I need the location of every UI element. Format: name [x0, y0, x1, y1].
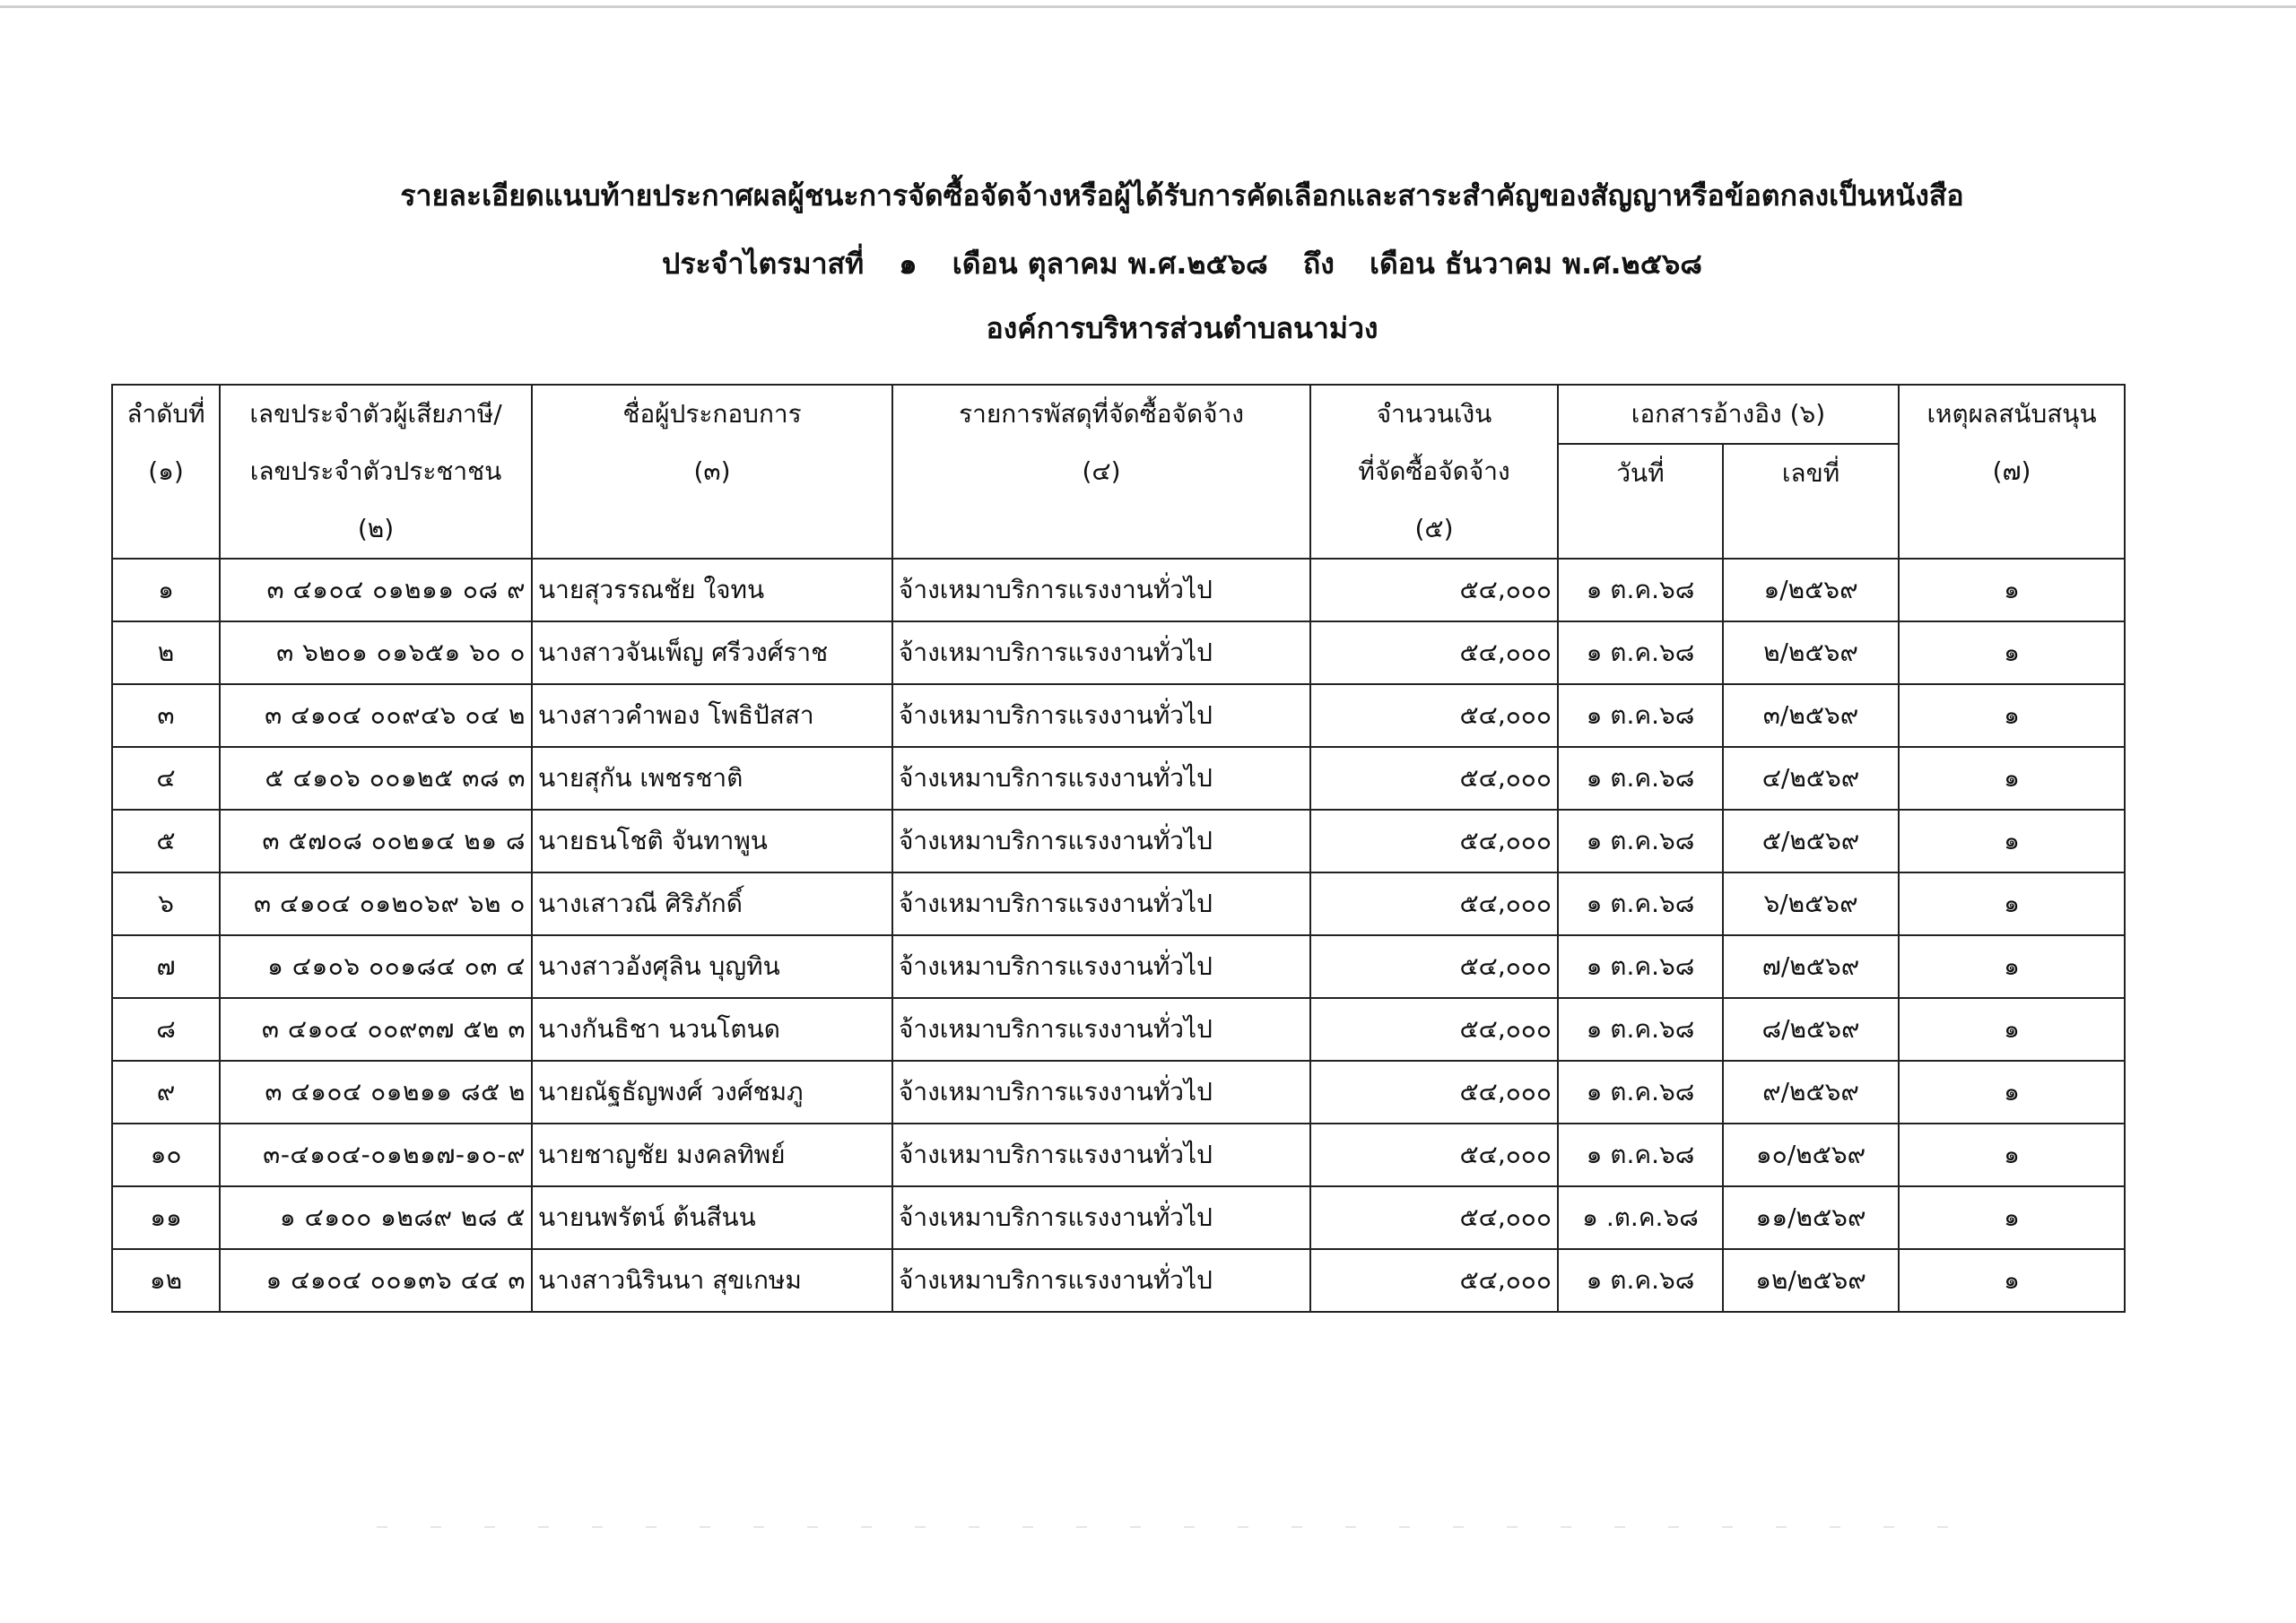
cell-amount: ๕๔,๐๐๐: [1310, 621, 1558, 684]
header-item-number: (๔): [1082, 456, 1121, 486]
cell-ref-date: ๑ .ต.ค.๖๘: [1558, 1186, 1723, 1249]
cell-ref-no: ๗/๒๕๖๙: [1723, 935, 1899, 998]
cell-amount: ๕๔,๐๐๐: [1310, 1186, 1558, 1249]
cell-item: จ้างเหมาบริการแรงงานทั่วไป: [892, 1124, 1310, 1186]
header-reference-label: เอกสารอ้างอิง (๖): [1631, 399, 1826, 429]
cell-ref-date: ๑ ต.ค.๖๘: [1558, 935, 1723, 998]
cell-reason: ๑: [1899, 935, 2125, 998]
cell-item: จ้างเหมาบริการแรงงานทั่วไป: [892, 1249, 1310, 1312]
period-to-word: ถึง: [1302, 247, 1335, 281]
cell-tax-id: ๓ ๔๑๐๔ ๐๑๒๑๑ ๐๘ ๙: [220, 559, 532, 621]
cell-seq: ๘: [112, 998, 220, 1061]
cell-tax-id: ๓ ๔๑๐๔ ๐๑๒๐๖๙ ๖๒ ๐: [220, 872, 532, 935]
cell-amount: ๕๔,๐๐๐: [1310, 1061, 1558, 1124]
cell-tax-id: ๑ ๔๑๐๖ ๐๐๑๘๔ ๐๓ ๔: [220, 935, 532, 998]
cell-seq: ๑๒: [112, 1249, 220, 1312]
cell-seq: ๒: [112, 621, 220, 684]
header-vendor-number: (๓): [693, 456, 731, 486]
cell-tax-id: ๓-๔๑๐๔-๐๑๒๑๗-๑๐-๙: [220, 1124, 532, 1186]
cell-vendor: นางสาวคำพอง โพธิปัสสา: [532, 684, 892, 747]
cell-item: จ้างเหมาบริการแรงงานทั่วไป: [892, 559, 1310, 621]
cell-ref-no: ๓/๒๕๖๙: [1723, 684, 1899, 747]
cell-reason: ๑: [1899, 621, 2125, 684]
cell-reason: ๑: [1899, 1249, 2125, 1312]
header-reason: [1899, 385, 2125, 559]
header-reason-number: (๗): [1992, 456, 2031, 486]
cell-reason: ๑: [1899, 998, 2125, 1061]
cell-vendor: นายนพรัตน์ ต้นสีนน: [532, 1186, 892, 1249]
cell-ref-no: ๑๑/๒๕๖๙: [1723, 1186, 1899, 1249]
table-row: [112, 1249, 2125, 1312]
cell-seq: ๕: [112, 810, 220, 872]
cell-reason: ๑: [1899, 1186, 2125, 1249]
cell-ref-date: ๑ ต.ค.๖๘: [1558, 810, 1723, 872]
cell-amount: ๕๔,๐๐๐: [1310, 935, 1558, 998]
cell-item: จ้างเหมาบริการแรงงานทั่วไป: [892, 998, 1310, 1061]
cell-vendor: นายณัฐธัญพงศ์ วงศ์ชมภู: [532, 1061, 892, 1124]
cell-amount: ๕๔,๐๐๐: [1310, 559, 1558, 621]
cell-vendor: นางเสาวณี ศิริภักดิ์: [532, 872, 892, 935]
cell-amount: ๕๔,๐๐๐: [1310, 684, 1558, 747]
quarter-number: ๑: [899, 247, 918, 281]
cell-reason: ๑: [1899, 559, 2125, 621]
cell-ref-date: ๑ ต.ค.๖๘: [1558, 1124, 1723, 1186]
cell-tax-id: ๓ ๔๑๐๔ ๐๐๙๔๖ ๐๔ ๒: [220, 684, 532, 747]
cell-vendor: นางกันธิชา นวนโตนด: [532, 998, 892, 1061]
cell-vendor: นายสุวรรณชัย ใจทน: [532, 559, 892, 621]
cell-ref-no: ๖/๒๕๖๙: [1723, 872, 1899, 935]
cell-seq: ๗: [112, 935, 220, 998]
cell-ref-no: ๑๐/๒๕๖๙: [1723, 1124, 1899, 1186]
cell-tax-id: ๓ ๖๒๐๑ ๐๑๖๕๑ ๖๐ ๐: [220, 621, 532, 684]
cell-tax-id: ๓ ๕๗๐๘ ๐๐๒๑๔ ๒๑ ๘: [220, 810, 532, 872]
cell-reason: ๑: [1899, 684, 2125, 747]
cell-tax-id: ๑ ๔๑๐๐ ๑๒๘๙ ๒๘ ๕: [220, 1186, 532, 1249]
cell-vendor: นางสาวจันเพ็ญ ศรีวงศ์ราช: [532, 621, 892, 684]
header-ref-no: [1723, 444, 1899, 559]
header-seq-label: ลำดับที่: [126, 399, 205, 429]
table-row: [112, 1124, 2125, 1186]
cell-item: จ้างเหมาบริการแรงงานทั่วไป: [892, 810, 1310, 872]
header-seq: [112, 385, 220, 559]
cell-ref-no: ๙/๒๕๖๙: [1723, 1061, 1899, 1124]
cell-item: จ้างเหมาบริการแรงงานทั่วไป: [892, 935, 1310, 998]
cell-seq: ๙: [112, 1061, 220, 1124]
header-item-label: รายการพัสดุที่จัดซื้อจัดจ้าง: [959, 399, 1244, 429]
cell-tax-id: ๓ ๔๑๐๔ ๐๑๒๑๑ ๘๕ ๒: [220, 1061, 532, 1124]
cell-ref-no: ๒/๒๕๖๙: [1723, 621, 1899, 684]
cell-item: จ้างเหมาบริการแรงงานทั่วไป: [892, 872, 1310, 935]
cell-ref-date: ๑ ต.ค.๖๘: [1558, 998, 1723, 1061]
cell-item: จ้างเหมาบริการแรงงานทั่วไป: [892, 747, 1310, 810]
document-title: รายละเอียดแนบท้ายประกาศผลผู้ชนะการจัดซื้อจัดจ้างหรือผู้ได้รับการคัดเลือกและสาระสำคัญของสัญญาหรือข้อตกลงเป็นหนังสือ: [400, 178, 1964, 213]
cell-item: จ้างเหมาบริการแรงงานทั่วไป: [892, 1061, 1310, 1124]
table-row: [112, 1186, 2125, 1249]
cell-reason: ๑: [1899, 1124, 2125, 1186]
cell-ref-no: ๘/๒๕๖๙: [1723, 998, 1899, 1061]
header-amount-number: (๕): [1414, 514, 1454, 543]
table-row: [112, 998, 2125, 1061]
cell-seq: ๑๐: [112, 1124, 220, 1186]
cell-tax-id: ๓ ๔๑๐๔ ๐๐๙๓๗ ๕๒ ๓: [220, 998, 532, 1061]
cell-reason: ๑: [1899, 1061, 2125, 1124]
table-row: [112, 559, 2125, 621]
cell-tax-id: ๕ ๔๑๐๖ ๐๐๑๒๕ ๓๘ ๓: [220, 747, 532, 810]
cell-seq: ๔: [112, 747, 220, 810]
document-subtitle-period: [115, 244, 2249, 283]
cell-ref-no: ๕/๒๕๖๙: [1723, 810, 1899, 872]
cell-seq: ๑๑: [112, 1186, 220, 1249]
cell-item: จ้างเหมาบริการแรงงานทั่วไป: [892, 1186, 1310, 1249]
table-row: [112, 621, 2125, 684]
period-from: เดือน ตุลาคม พ.ศ.๒๕๖๘: [952, 247, 1268, 281]
header-vendor: [532, 385, 892, 559]
header-amount-label-2: ที่จัดซื้อจัดจ้าง: [1358, 456, 1510, 486]
cell-item: จ้างเหมาบริการแรงงานทั่วไป: [892, 621, 1310, 684]
cell-amount: ๕๔,๐๐๐: [1310, 747, 1558, 810]
cell-amount: ๕๔,๐๐๐: [1310, 998, 1558, 1061]
cell-ref-no: ๑/๒๕๖๙: [1723, 559, 1899, 621]
cell-reason: ๑: [1899, 872, 2125, 935]
cell-ref-date: ๑ ต.ค.๖๘: [1558, 621, 1723, 684]
header-item: [892, 385, 1310, 559]
header-vendor-label: ชื่อผู้ประกอบการ: [622, 399, 802, 429]
header-ref-no-label: เลขที่: [1781, 458, 1840, 488]
header-reference: [1558, 385, 1899, 444]
cell-ref-date: ๑ ต.ค.๖๘: [1558, 559, 1723, 621]
header-ref-date-label: วันที่: [1616, 458, 1665, 488]
cell-amount: ๕๔,๐๐๐: [1310, 1249, 1558, 1312]
header-tax-id: [220, 385, 532, 559]
period-to: เดือน ธันวาคม พ.ศ.๒๕๖๘: [1370, 247, 1702, 281]
cell-amount: ๕๔,๐๐๐: [1310, 1124, 1558, 1186]
table-header: [112, 385, 2125, 559]
cell-ref-date: ๑ ต.ค.๖๘: [1558, 747, 1723, 810]
cell-ref-date: ๑ ต.ค.๖๘: [1558, 684, 1723, 747]
header-amount: [1310, 385, 1558, 559]
cell-vendor: นางสาวอังศุลิน บุญทิน: [532, 935, 892, 998]
cell-item: จ้างเหมาบริการแรงงานทั่วไป: [892, 684, 1310, 747]
cell-amount: ๕๔,๐๐๐: [1310, 872, 1558, 935]
cell-ref-date: ๑ ต.ค.๖๘: [1558, 1061, 1723, 1124]
table-row: [112, 684, 2125, 747]
cell-seq: ๖: [112, 872, 220, 935]
organization-name: องค์การบริหารส่วนตำบลนาม่วง: [986, 311, 1378, 345]
cell-seq: ๑: [112, 559, 220, 621]
header-reason-label: เหตุผลสนับสนุน: [1926, 399, 2097, 429]
cell-vendor: นายชาญชัย มงคลทิพย์: [532, 1124, 892, 1186]
cell-ref-date: ๑ ต.ค.๖๘: [1558, 872, 1723, 935]
cell-seq: ๓: [112, 684, 220, 747]
table-row: [112, 1061, 2125, 1124]
cell-ref-date: ๑ ต.ค.๖๘: [1558, 1249, 1723, 1312]
header-ref-date: [1558, 444, 1723, 559]
procurement-table: [111, 384, 2126, 1313]
table-row: [112, 872, 2125, 935]
header-seq-number: (๑): [148, 456, 184, 486]
cell-reason: ๑: [1899, 810, 2125, 872]
cell-reason: ๑: [1899, 747, 2125, 810]
table-row: [112, 935, 2125, 998]
cell-vendor: นายธนโชติ จันทาพูน: [532, 810, 892, 872]
table-body: [112, 559, 2125, 1312]
table-row: [112, 747, 2125, 810]
cell-ref-no: ๑๒/๒๕๖๙: [1723, 1249, 1899, 1312]
header-amount-label-1: จำนวนเงิน: [1376, 399, 1492, 429]
header-tax-number: (๒): [357, 514, 395, 543]
cell-vendor: นางสาวนิรินนา สุขเกษม: [532, 1249, 892, 1312]
header-tax-label-2: เลขประจำตัวประชาชน: [249, 456, 502, 486]
table-row: [112, 810, 2125, 872]
scan-noise: [377, 1526, 1955, 1528]
quarter-label: ประจำไตรมาสที่: [662, 247, 865, 281]
header-tax-label-1: เลขประจำตัวผู้เสียภาษี/: [249, 399, 502, 429]
cell-tax-id: ๑ ๔๑๐๔ ๐๐๑๓๖ ๔๔ ๓: [220, 1249, 532, 1312]
cell-vendor: นายสุกัน เพชรชาติ: [532, 747, 892, 810]
cell-ref-no: ๔/๒๕๖๙: [1723, 747, 1899, 810]
cell-amount: ๕๔,๐๐๐: [1310, 810, 1558, 872]
